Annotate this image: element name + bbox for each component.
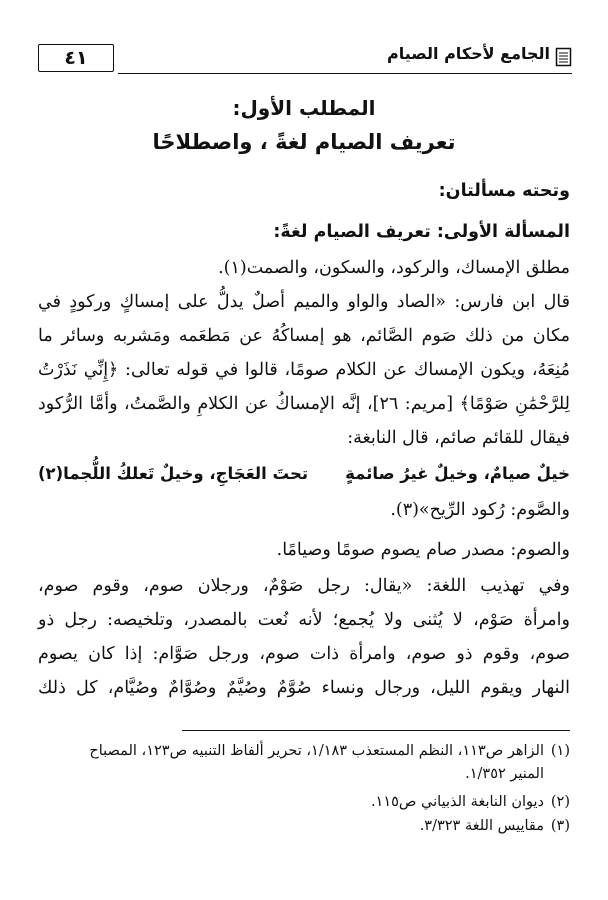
body-line: والصوم: مصدر صام يصوم صومًا وصيامًا.	[276, 540, 570, 560]
section-heading: المطلب الأول:	[232, 96, 376, 120]
section-subheading: تعريف الصيام لغةً ، واصطلاحًا	[152, 130, 456, 154]
tahdhib-line: وفي تهذيب اللغة: «يقال: رجل صَوْمٌ، ورجلان صوم، وقوم صوم،	[38, 576, 570, 596]
footnote-number: (١)	[550, 743, 570, 759]
page-header	[38, 42, 572, 76]
body-line: لِلرَّحْمَٰنِ صَوْمًا﴾ [مريم: ٢٦]، إنَّه الإمساكُ عن الكلامِ والصَّمتُ، وأمَّا الرُّكود	[38, 394, 570, 414]
issue-title: المسألة الأولى: تعريف الصيام لغةً:	[273, 222, 570, 242]
header-divider	[118, 73, 572, 74]
footnote-divider	[182, 730, 570, 731]
tahdhib-line: وامرأة صَوْم، لا يُثنى ولا يُجمع؛ لأنه نُعت بالمصدر، وتلخيصه: رجل ذو	[38, 610, 570, 630]
footnote	[38, 815, 570, 837]
verse-first-half: خيلٌ صيامٌ، وخيلٌ غيرُ صائمةٍ	[345, 464, 570, 483]
footnote-number: (٢)	[550, 794, 570, 810]
body-line: قال ابن فارس: «الصاد والواو والميم أصلٌ يدلُّ على إمساكٍ وركودٍ في	[38, 292, 570, 312]
footnote-text: ديوان النابغة الذبياني ص١١٥.	[370, 794, 544, 810]
book-icon	[555, 47, 572, 67]
footnote-continuation: المنير ١/٣٥٢.	[465, 766, 544, 782]
body-line: مكان من ذلك صَوم الصَّائم، هو إمساكُهُ عن مَطعَمه ومَشربه وسائر ما	[38, 326, 571, 346]
book-title: الجامع لأحكام الصيام	[386, 44, 550, 63]
footnote	[38, 791, 570, 813]
body-line: والصَّوم: رُكود الرِّيح»(٣).	[390, 500, 570, 520]
footnote-text: مقاييس اللغة ٣/٣٢٣.	[419, 818, 544, 834]
footnote-text: الزاهر ص١١٣، النظم المستعذب ١/١٨٣، تحرير ألفاظ التنبيه ص١٢٣، المصباح	[89, 743, 544, 759]
body-line: مُنِعَهُ، ويكون الإمساك عن الكلام صومًا، قالوا في قوله تعالى: ﴿إِنِّي نَذَرْتُ	[38, 360, 570, 380]
page-number: ٤١	[38, 44, 114, 72]
tahdhib-line: صوم، وقوم ذو صوم، وامرأة ذات صوم، ورجل صَوَّام: إذا كان يصوم	[38, 644, 570, 664]
verse-second-half: تحتَ العَجَاجِ، وخيلٌ تَعلكُ اللُّجما(٢)	[38, 464, 309, 483]
footnote-number: (٣)	[550, 818, 570, 834]
tahdhib-line: النهار ويقوم الليل، ورجال ونساء صُوَّمٌ وصُيَّمٌ وصُوَّامٌ وصُيَّام، كل ذلك	[38, 678, 570, 698]
poem-verse	[38, 461, 570, 487]
body-line: مطلق الإمساك، والركود، والسكون، والصمت(١).	[218, 258, 570, 278]
footnote	[38, 740, 570, 762]
intro-text: وتحته مسألتان:	[438, 181, 570, 201]
body-line: فيقال للقائم صائم، قال النابغة:	[347, 428, 570, 448]
